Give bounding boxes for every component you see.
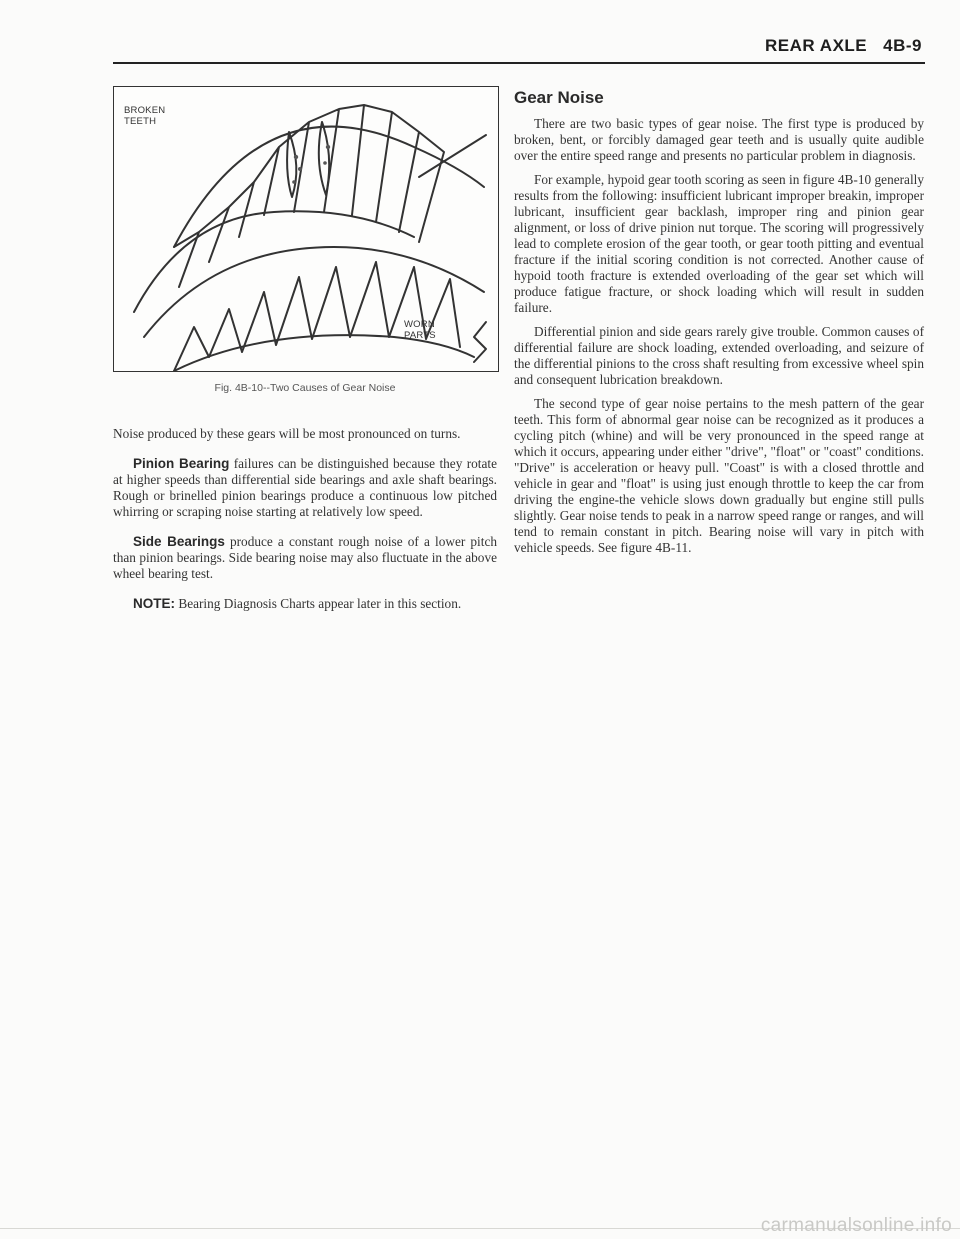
upper-gear-inner-arc (134, 211, 414, 312)
upper-gear-teeth (174, 105, 444, 287)
pinion-bearing-text: failures can be distinguished because they rotate at higher speeds than differential side bearings and axle shaft bearings. Rough or brinelled pinion bearings produce a continuous low pitched whirring or scraping noise starting at relatively low speed. (113, 456, 497, 519)
paragraph-side-bearings (113, 534, 497, 582)
side-bearings-lead: Side Bearings (133, 534, 225, 549)
paragraph-pinion-bearing (113, 456, 497, 520)
running-header (765, 36, 922, 56)
damaged-tooth-a (287, 132, 296, 197)
label-teeth: TEETH (124, 116, 157, 127)
figure-caption: Fig. 4B-10--Two Causes of Gear Noise (214, 382, 396, 394)
note-text: Bearing Diagnosis Charts appear later in this section. (175, 596, 462, 611)
paragraph-gear-noise-types: There are two basic types of gear noise. The first type is produced by broken, bent, or forcibly damaged gear teeth and is usually quite audible over the entire speed range and presents no particular problem in diagnosis. (514, 116, 924, 163)
gear-drawing (114, 87, 498, 371)
label-parts: PARTS (404, 330, 436, 341)
header-section-title: REAR AXLE (765, 36, 868, 55)
label-broken: BROKEN (124, 105, 166, 116)
pointer-line-bottom (474, 322, 486, 362)
pitting-mark (298, 167, 302, 171)
watermark: carmanualsonline.info (760, 1215, 952, 1236)
paragraph-hypoid-scoring: For example, hypoid gear tooth scoring as seen in figure 4B-10 generally results from the following: insufficient lubricant improper breakin, improper lubricant, insufficient gear backlash, improper ring and pinion gear alignment, or loss of drive pinion nut torque. The scoring will progressively lead to complete erosion of the gear tooth, or gear tooth pitting and eventual fracture if the initial scoring condition is not corrected. Another cause of hypoid tooth fracture is extended overloading of the gear set which will produce fatigue fracture, or shock loading which will result in sudden failure. (514, 172, 924, 315)
heading-gear-noise: Gear Noise (514, 88, 604, 107)
label-worn-parts (404, 319, 436, 341)
pitting-mark (326, 145, 330, 149)
paragraph-noise-turns: Noise produced by these gears will be most pronounced on turns. (113, 426, 461, 441)
header-rule (113, 62, 925, 64)
left-column (113, 426, 497, 626)
pitting-mark (292, 180, 296, 184)
pitting-mark (323, 161, 327, 165)
paragraph-mesh-pattern: The second type of gear noise pertains to the mesh pattern of the gear teeth. This form of abnormal gear noise can be recognized as it produces a cycling pitch (whine) and will be very pronounced in the speed range at which it occurs, appearing under either "drive", "float" or "coast" conditions. "Drive" is acceleration or heavy pull. "Coast" is with a closed throttle and vehicle in gear and "float" is using just enough throttle to keep the car from driving the engine-the vehicle slows down gradually but engine still pulls slightly. Gear noise tends to peak in a narrow speed range or ranges, and will tend to remain constant in pitch. Bearing noise will vary in pitch with vehicle speeds. See figure 4B-11. (514, 396, 924, 555)
note-lead: NOTE: (133, 596, 175, 611)
paragraph-note (113, 596, 497, 612)
damaged-tooth-b (319, 122, 329, 195)
gear-illustration (113, 86, 499, 372)
pinion-bearing-lead: Pinion Bearing (133, 456, 230, 471)
paragraph-differential-pinion: Differential pinion and side gears rarely give trouble. Common causes of differential failure are shock loading, extended overloading, and seizure of the differential pinions to the cross shaft resulting from excessive wheel spin and consequent lubrication breakdown. (514, 324, 924, 387)
right-column (514, 88, 924, 564)
header-page-number: 4B-9 (883, 36, 922, 55)
label-broken-teeth (124, 105, 165, 127)
side-bearings-text: produce a constant rough noise of a lower pitch than pinion bearings. Side bearing noise may also fluctuate in the above wheel bearing test. (113, 534, 498, 581)
pitting-mark (294, 155, 298, 159)
label-worn: WORN (404, 319, 435, 330)
